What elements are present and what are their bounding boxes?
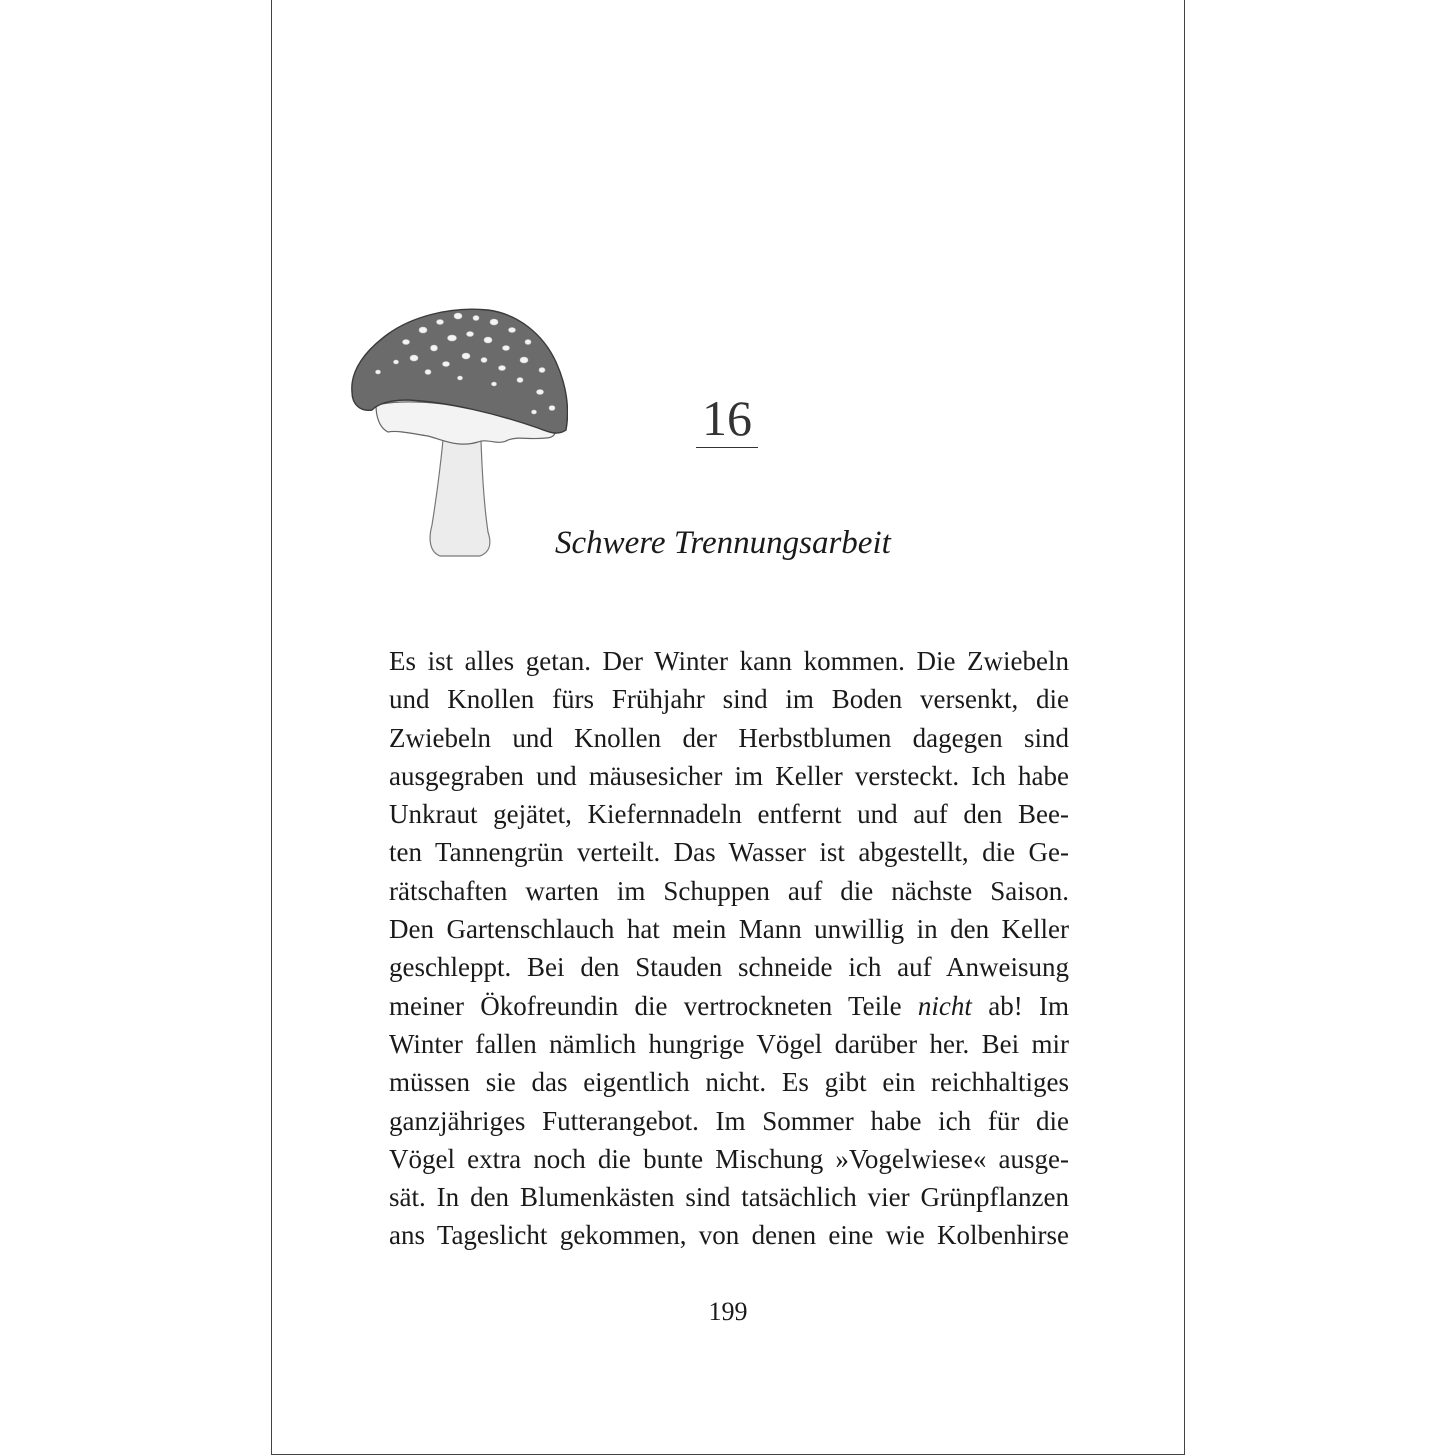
chapter-number: 16 [702,390,752,446]
text-line: rätschaften warten im Schuppen auf die nächste Saison. [389,875,1069,906]
text-line: und Knollen fürs Frühjahr sind im Boden versenkt, die [389,684,1069,715]
text-line-with-emphasis [389,987,1069,1025]
body-text [389,642,1069,1255]
text-line: Winter fallen nämlich hungrige Vögel darüber her. Bei mir [389,1028,1069,1059]
chapter-number-underline [696,447,758,448]
page-number: 199 [708,1297,748,1326]
text-line: ausgegraben und mäusesicher im Keller versteckt. Ich habe [389,760,1069,791]
text-line: ans Tageslicht gekommen, von denen eine wie Kolbenhirse [389,1220,1069,1251]
text-line: Zwiebeln und Knollen der Herbstblumen dagegen sind [389,722,1069,753]
text-line: ten Tannengrün verteilt. Das Wasser ist abgestellt, die Ge- [389,837,1069,868]
text-line: müssen sie das eigentlich nicht. Es gibt ein reichhaltiges [389,1067,1069,1098]
text-segment: meiner Ökofreundin die vertrockneten Teile [389,990,918,1021]
text-line: Vögel extra noch die bunte Mischung »Vogelwiese« ausge- [389,1143,1069,1174]
text-line: sät. In den Blumenkästen sind tatsächlich vier Grünpflanzen [389,1182,1069,1213]
emphasized-word: nicht [917,990,972,1021]
text-line: ganzjähriges Futterangebot. Im Sommer habe ich für die [389,1105,1069,1136]
text-line: Unkraut gejätet, Kiefernnadeln entfernt und auf den Bee- [389,799,1069,830]
chapter-title: Schwere Trennungsarbeit [555,525,891,561]
text-line: geschleppt. Bei den Stauden schneide ich auf Anweisung [389,952,1069,983]
text-line: Den Gartenschlauch hat mein Mann unwillig in den Keller [389,914,1069,945]
text-line: Es ist alles getan. Der Winter kann kommen. Die Zwiebeln [389,646,1069,676]
text-segment: ab! Im [971,990,1069,1021]
mushroom-illustration [348,300,568,560]
